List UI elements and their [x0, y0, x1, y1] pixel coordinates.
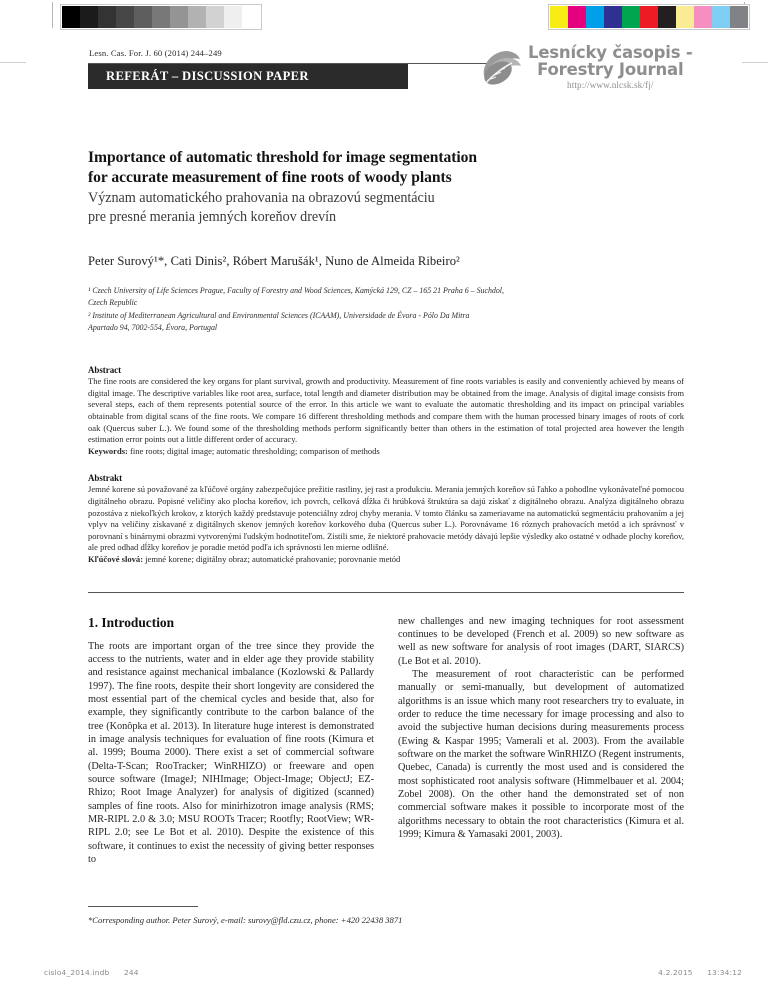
- abstract-text-en: The fine roots are considered the key organs for plant survival, growth and productivity. Measurement of fine roots variables is easily and conveniently achieved by means of digital image. The descriptive variables like root area, surface, total length and diameter distribution may be obtained from the image. Analysis of digital image consists from several steps, each of them represents potential source of the error. In this article we want to evaluate the automatic thresholding and its impact on principal variables obtainable from digital scans of the fine roots. We compare 16 different thresholding methods and compare them with the human processed binary images of roots of cork oak (Quercus suber L.). We found some of the thresholding methods perform significantly better than others in the estimation of total projected area however the length estimation error points out a little different order of accuracy.: [88, 376, 684, 445]
- grayscale-swatch-5: [152, 6, 170, 28]
- journal-citation-line: Lesn. Cas. For. J. 60 (2014) 244–249: [89, 48, 222, 58]
- article-sheet: [88, 43, 693, 866]
- article-title-sk-line2: pre presné merania jemných koreňov drevín: [88, 208, 337, 225]
- body-column-right: [398, 615, 684, 867]
- keywords-value-sk: jemné korene; digitálny obraz; automatické prahovanie; porovnanie metód: [143, 553, 401, 564]
- color-swatch-6: [658, 6, 676, 28]
- grayscale-swatch-9: [224, 6, 242, 28]
- abstract-heading-sk: Abstrakt: [88, 473, 123, 484]
- intro-paragraph-left: The roots are important organ of the tree since they provide the access to the nutrients, water and in elder age they provide stability and resistance against mechanical imbalance (Kozlowski & Pallardy 1997). The fine roots, despite their short longevity are considered the most essential part of the chemical cycles and beside that, also for example, they significantly contribute to the carbon balance of the tree (Konôpka et al. 2013). In literature huge interest is demonstrated in image analysis techniques for evaluation of fine roots (Kimura et al. 1999; Bouma 2000). There exist a set of commercial software (Delta-T-Scan; RooTracker; WinRHIZO) or freeware and open source software (ImageJ; NIHImage; Object-Image; ObjectJ; EZ-Rhizo; Root Image Analyzer) for analysis of digitized (scanned) samples of fine roots. Also for minirhizotron image analysis (RMS; MR-RIPL 2.0 & 3.0; MSU ROOTs Tracer; Rootfly; RootView; WR-RIPL 2.0; see Le Bot et al. 2010). Despite the existence of this software, it continues to exist the necessity of giving better responses to: [88, 640, 374, 865]
- article-title-en-line2: for accurate measurement of fine roots of woody plants: [88, 168, 452, 186]
- page-number: 244: [123, 968, 139, 977]
- indd-file-name: cislo4_2014.indb: [44, 968, 110, 977]
- affiliation-block: [88, 285, 684, 333]
- footnote-rule: [88, 906, 198, 907]
- crop-tick-left: [52, 2, 53, 28]
- section-heading-introduction: 1. Introduction: [88, 614, 175, 630]
- article-title-sk-line1: Význam automatického prahovania na obrazovú segmentáciu: [88, 190, 435, 206]
- color-swatch-1: [568, 6, 586, 28]
- article-title-sk: [88, 189, 684, 226]
- abstract-slovak: [88, 473, 684, 565]
- color-swatch-3: [604, 6, 622, 28]
- color-swatch-8: [694, 6, 712, 28]
- keywords-en: [88, 446, 684, 458]
- intro-paragraph-right-2: The measurement of root characteristic can be performed manually or semi-manually, but development of automatized algorithms is an issue which many root researchers try to evaluate, in order to reduce the time necessary for image processing and also to avoid the subjective human decisions during measurements process (Ewing & Kaspar 1995; Vamerali et al. 2003). From the available software on the market the software WinRHIZO (Regent instruments, Quebec, Canada) is currently the most used and is considered the most sophisticated root analysis software (Himmelbauer et al. 2004; Zobel 2008). On the other hand the demonstrated set of non commercial software makes it possible to incorporate most of the algorithms necessary to obtain the root characteristics (Kimura et al. 1999; Kimura & Yamasaki 2001, 2003).: [398, 668, 684, 840]
- grayscale-swatch-8: [206, 6, 224, 28]
- color-swatch-7: [676, 6, 694, 28]
- print-footer-right: [658, 968, 742, 977]
- print-time: 13:34:12: [707, 968, 742, 977]
- keywords-label-en: Keywords:: [88, 445, 128, 456]
- article-title-en: [88, 148, 684, 187]
- masthead: [88, 43, 693, 120]
- grayscale-swatch-3: [116, 6, 134, 28]
- grayscale-swatch-4: [134, 6, 152, 28]
- journal-logo: [478, 43, 693, 112]
- color-swatch-2: [586, 6, 604, 28]
- color-swatch-0: [550, 6, 568, 28]
- keywords-value-en: fine roots; digital image; automatic thresholding; comparison of methods: [127, 445, 380, 456]
- keywords-sk: [88, 554, 684, 566]
- corresponding-author-footnote: [88, 906, 403, 925]
- article-title-en-line1: Importance of automatic threshold for image segmentation: [88, 149, 478, 166]
- title-block: [88, 148, 684, 226]
- abstract-heading-en: Abstract: [88, 365, 122, 376]
- intro-paragraph-right-1: new challenges and new imaging techniques for root assessment continues to be developed (French et al. 2009) so new software as well as new software for analysis of root images (DART, SIARCS) (Le Bot et al. 2010).: [398, 615, 684, 667]
- grayscale-swatch-1: [80, 6, 98, 28]
- grayscale-swatch-10: [242, 6, 260, 28]
- section-type-banner: REFERÁT – DISCUSSION PAPER: [88, 64, 408, 89]
- author-list: Peter Surový¹*, Cati Dinis², Róbert Marušák¹, Nuno de Almeida Ribeiro²: [88, 254, 460, 268]
- print-footer-left: [44, 968, 139, 977]
- grayscale-swatch-6: [170, 6, 188, 28]
- color-swatch-5: [640, 6, 658, 28]
- journal-logo-text: [528, 44, 693, 90]
- affiliation-1-line1: ¹ Czech University of Life Sciences Prague, Faculty of Forestry and Wood Sciences, Kamýcká 129, CZ – 165 21 Praha 6 – Suchdol,: [88, 286, 504, 295]
- color-calibration-strip: [548, 4, 750, 30]
- abstract-text-sk: Jemné korene sú považované za kľúčové orgány zabezpečujúce prežitie rastliny, jej rast a produkciu. Merania jemných koreňov sú ľahko a pohodlne vykonávateľné pomocou digitálneho obrazu. Popisné veličiny ako plocha koreňov, ich povrch, celková dĺžka či hrúbková štruktúra sa dajú získať z digitálneho obrazu. Analýza digitálneho obrazu pozostáva z niekoľkých krokov, z ktorých každý predstavuje potenciálny zdroj chyby merania. V tomto článku sa zameriavame na automatickú segmentáciu prahovaním a jej vplyv na veličiny získavané z digitálnych skenov jemných koreňov korkového duba (Quercus suber L.). Porovnávame 16 róznych prahovacích metód a ich správnosť v porovnaní s binárnymi obrazmi vytvorenými ľudským hodnotiteľom. Zistili sme, že niektoré prahovacie metódy dávajú lepšie výsledky ako ostatné v odhade plochy koreňov, ale pred odhad dĺžky koreňov je poradie metód podľa ich správnosti len mierne odlišné.: [88, 484, 684, 553]
- calibration-bar-row: [0, 0, 768, 30]
- affiliation-2-line1: ² Institute of Mediterranean Agricultural and Environmental Sciences (ICAAM), Universidade de Évora - Pólo Da Mitra: [88, 310, 470, 320]
- grayscale-swatch-7: [188, 6, 206, 28]
- leaf-logo-icon: [478, 46, 522, 90]
- affiliation-2-line2: Apartado 94, 7002-554, Évora, Portugal: [88, 322, 218, 332]
- print-date: 4.2.2015: [658, 968, 693, 977]
- color-swatch-4: [622, 6, 640, 28]
- affiliation-1-line2: Czech Republic: [88, 298, 138, 308]
- abstract-english: [88, 365, 684, 457]
- journal-name-en: Forestry Journal: [537, 60, 684, 79]
- body-columns: [88, 615, 684, 867]
- color-swatch-10: [730, 6, 748, 28]
- crop-mark-left: [0, 62, 26, 63]
- print-footer: [0, 968, 768, 984]
- body-column-left: [88, 615, 374, 867]
- grayscale-swatch-0: [62, 6, 80, 28]
- grayscale-swatch-2: [98, 6, 116, 28]
- journal-url[interactable]: http://www.nlcsk.sk/fj/: [567, 80, 654, 90]
- footnote-text: *Corresponding author. Peter Surový, e-mail: surovy@fld.czu.cz, phone: +420 22438 3871: [88, 915, 403, 925]
- journal-name-sk: Lesnícky časopis -: [528, 43, 693, 62]
- section-divider-rule: [88, 592, 684, 593]
- grayscale-calibration-strip: [60, 4, 262, 30]
- keywords-label-sk: Kľúčové slová:: [88, 553, 144, 564]
- color-swatch-9: [712, 6, 730, 28]
- crop-mark-right: [742, 62, 768, 63]
